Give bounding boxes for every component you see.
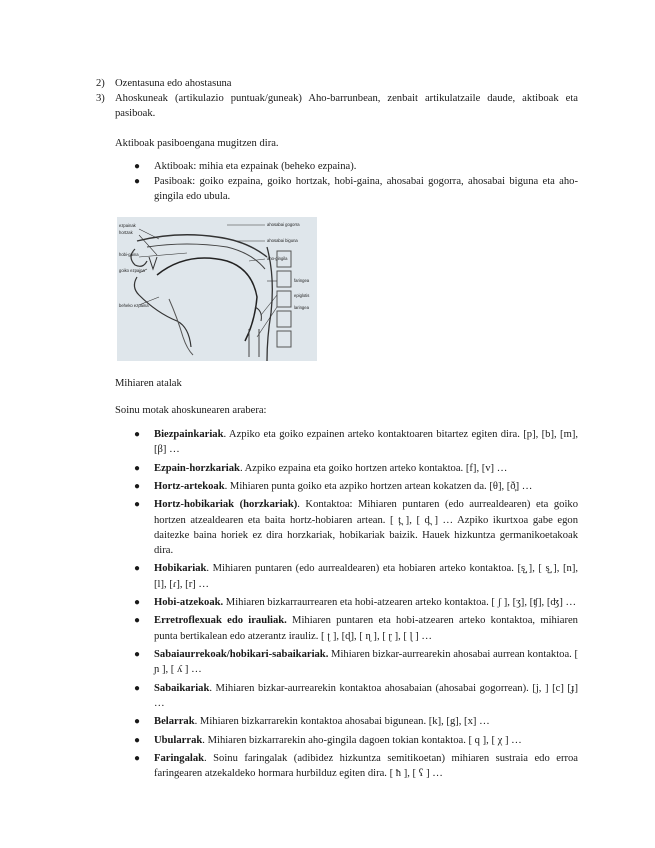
bullet-icon: ● [134, 176, 141, 188]
bullet-icon: ● [134, 429, 141, 440]
sound-types-list [115, 427, 578, 785]
list-item [115, 595, 578, 610]
section-title: Mihiaren atalak [115, 378, 182, 389]
list-item [115, 681, 578, 711]
list-item [115, 733, 578, 748]
bullet-icon: ● [134, 480, 141, 492]
description: . Mihiaren bizkarrarekin aho-gingila dagoen tokian kontaktoa. [ q ], [ χ ] … [202, 734, 522, 746]
figure-label: ahosabai gogorra [267, 222, 300, 227]
term: Sabaikariak [154, 682, 210, 694]
term: Hortz-hobikariak (horzkariak) [154, 499, 298, 511]
figure-label: hortzak [119, 230, 133, 235]
list-item [115, 461, 578, 476]
list-item [115, 427, 578, 457]
list-item [115, 561, 578, 591]
vocal-tract-illustration [117, 217, 317, 361]
numbered-item [96, 91, 578, 121]
description: . Kontaktoa: Mihiaren puntaren (edo aurrealdearen) eta goiko hortzen atzealdearen eta baita hortz-hobiaren artean. [ t̪ ], [ d̪ ] … Azpiko ikurtxoa gabe egon daitezke baina horiek ez dira horzkariak, hobikariak baizik. Hauek hizkuntza germanikoetakoak dira. [154, 499, 578, 556]
description: . Azpiko eta goiko ezpainen arteko kontaktoaren bitartez egiten dira. [p], [b], [m], [β] … [154, 429, 578, 456]
term: Hobikariak [154, 563, 207, 575]
description: . Mihiaren bizkarrarekin kontaktoa ahosabai bigunean. [k], [g], [x] … [194, 716, 490, 728]
list-item [115, 479, 578, 494]
term: Erretroflexuak edo irauliak. [154, 615, 287, 627]
description: Mihiaren puntaren eta hobi-atzearen arteko kontaktoa, mihiaren punta bertikalean edo atzerantz irauliz. [ ʈ ], [ɖ], [ ɳ ], [ ɽ ], [ ɭ ] … [154, 615, 578, 642]
term: Sabaiaurrekoak/hobikari-sabaikariak. [154, 648, 329, 660]
list-item-text: Aktiboak: mihia eta ezpainak (beheko ezpaina). [154, 161, 357, 172]
term: Faringalak [154, 752, 205, 764]
figure-label: faringea [294, 278, 310, 283]
figure-label: aho-gingila [267, 256, 288, 261]
item-text: Ozentasuna edo ahostasuna [115, 78, 232, 89]
figure-label: beheko ezpaina [119, 303, 149, 308]
figure-label: ahosabai biguna [267, 238, 298, 243]
paragraph-sound-types: Soinu motak ahoskunearen arabera: [115, 405, 267, 416]
articulator-list [115, 159, 578, 205]
description: . Soinu faringalak (adibidez hizkuntza semitikoetan) mihiaren sustraia edo erroa faringearen atzekaldeko hormara hurbilduz egiten dira. [ ħ ], [ ʕ ] … [154, 752, 578, 780]
list-item-text: Pasiboak: goiko ezpaina, goiko hortzak, hobi-gaina, ahosabai gogorra, ahosabai biguna eta aho-gingila edo ubula. [154, 176, 578, 203]
list-item [115, 751, 578, 781]
item-number: 2) [96, 78, 105, 89]
term: Ezpain-horzkariak [154, 462, 240, 474]
term: Biezpainkariak [154, 429, 224, 440]
numbered-item [96, 76, 578, 91]
term: Hortz-artekoak [154, 480, 225, 492]
description: Mihiaren bizkarraurrearen eta hobi-atzearen arteko kontaktoa. [ ʃ ], [ʒ], [ʧ], [ʤ] … [223, 596, 577, 608]
bullet-icon: ● [134, 752, 141, 764]
bullet-icon: ● [134, 596, 141, 608]
bullet-icon: ● [134, 716, 141, 728]
description: . Mihiaren punta goiko eta azpiko hortzen artean kokatzen da. [θ], [ð̞] … [224, 480, 533, 492]
description: Mihiaren bizkar-aurrearekin ahosabai aurrean kontaktoa. [ ɲ ], [ ʎ ] … [154, 648, 578, 676]
description: . Azpiko ezpaina eta goiko hortzen arteko kontaktoa. [f], [v] … [239, 462, 508, 474]
list-item [115, 174, 578, 204]
numbered-list [96, 76, 578, 122]
figure-label: epiglotis [294, 293, 310, 298]
term: Ubularrak [154, 734, 203, 746]
item-number: 3) [96, 93, 105, 105]
vocal-tract-diagram [117, 217, 317, 361]
description: . Mihiaren bizkar-aurrearekin kontaktoa ahosabaian (ahosabai gogorrean). [j, ] [c] [ɟ] … [154, 682, 578, 709]
list-item [115, 159, 578, 174]
paragraph-articulators: Aktiboak pasiboengana mugitzen dira. [115, 138, 279, 149]
bullet-icon: ● [134, 462, 141, 474]
bullet-icon: ● [134, 648, 141, 660]
figure-label: goiko ezpaina [119, 268, 145, 273]
list-item [115, 647, 578, 677]
list-item [115, 497, 578, 558]
figure-label: laringea [294, 305, 309, 310]
list-item [115, 613, 578, 643]
item-text: Ahoskuneak (artikulazio puntuak/guneak) Aho-barrunbean, zenbait artikulatzaile daude, aktiboak eta pasiboak. [115, 93, 578, 120]
bullet-icon: ● [134, 615, 141, 627]
term: Belarrak [154, 716, 195, 728]
bullet-icon: ● [134, 734, 141, 746]
bullet-icon: ● [134, 563, 141, 575]
bullet-icon: ● [134, 682, 141, 694]
description: . Mihiaren puntaren (edo aurrealdearen) eta hobiaren arteko kontaktoa. [s̺ ], [ s̺ ], [n], [l], [ɾ], [r] … [154, 563, 578, 590]
bullet-icon: ● [134, 499, 141, 511]
figure-label: ezpainak [119, 223, 136, 228]
figure-label: hobi-gaina [119, 252, 139, 257]
list-item [115, 714, 578, 729]
term: Hobi-atzekoak. [154, 596, 224, 608]
bullet-icon: ● [134, 161, 141, 172]
